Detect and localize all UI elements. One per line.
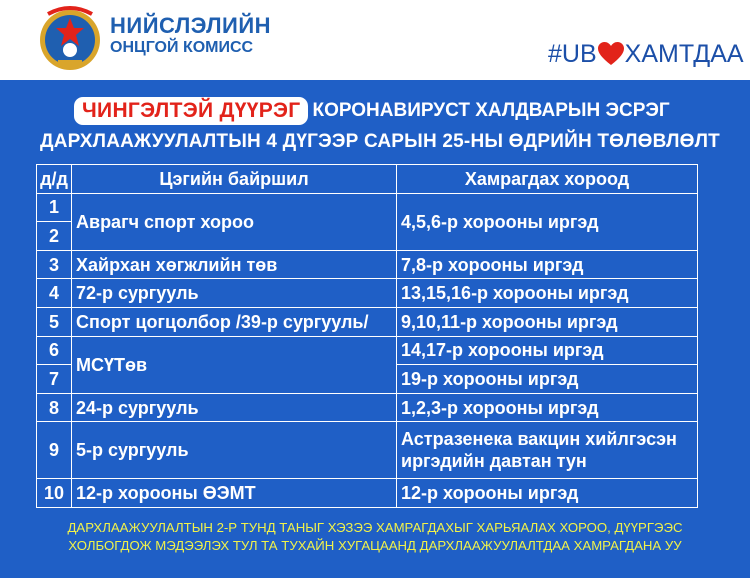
title-line-2: ДАРХЛААЖУУЛАЛТЫН 4 ДҮГЭЭР САРЫН 25-НЫ ӨДРИЙН ТӨЛӨВЛӨЛТ xyxy=(40,131,720,152)
table-row xyxy=(37,250,698,279)
row-number: 1 xyxy=(37,193,72,222)
table-row xyxy=(37,307,698,336)
row-location: 5-р сургууль xyxy=(72,422,397,479)
row-number: 7 xyxy=(37,365,72,394)
row-location: 24-р сургууль xyxy=(72,393,397,422)
row-location: 72-р сургууль xyxy=(72,279,397,308)
org-line-2: ОНЦГОЙ КОМИСС xyxy=(110,39,254,56)
row-coverage: 13,15,16-р хорооны иргэд xyxy=(397,279,698,308)
row-number: 8 xyxy=(37,393,72,422)
footer-line-2: ХОЛБОГДОЖ МЭДЭЭЛЭХ ТУЛ ТА ТУХАЙН ХУГАЦААНД ДАРХЛААЖУУЛАЛТДАА ХАМРАГДАНА УУ xyxy=(68,538,682,553)
table-row xyxy=(37,279,698,308)
hashtag-suffix: ХАМТДАА xyxy=(624,39,744,68)
row-location: Хайрхан хөгжлийн төв xyxy=(72,250,397,279)
row-coverage: Астразенека вакцин хийлгэсэн иргэдийн давтан тун xyxy=(397,422,698,479)
footer-notice xyxy=(14,519,736,555)
row-location: Спорт цогцолбор /39-р сургууль/ xyxy=(72,307,397,336)
row-location: МСҮТөв xyxy=(72,336,397,393)
table-row xyxy=(37,479,698,508)
row-location: 12-р хорооны ӨЭМТ xyxy=(72,479,397,508)
row-coverage: 12-р хорооны иргэд xyxy=(397,479,698,508)
hashtag-prefix: #UB xyxy=(548,39,597,68)
title-line-1-rest: КОРОНАВИРУСТ ХАЛДВАРЫН ЭСРЭГ xyxy=(312,100,670,121)
row-number: 4 xyxy=(37,279,72,308)
header-location: Цэгийн байршил xyxy=(72,165,397,194)
header-number: д/д xyxy=(37,165,72,194)
row-number: 5 xyxy=(37,307,72,336)
table-row xyxy=(37,422,698,479)
row-coverage: 19-р хорооны иргэд xyxy=(397,365,698,394)
row-coverage: 14,17-р хорооны иргэд xyxy=(397,336,698,365)
table-row xyxy=(37,393,698,422)
footer-line-1: ДАРХЛААЖУУЛАЛТЫН 2-Р ТУНД ТАНЫГ ХЭЗЭЭ ХАМРАГДАХЫГ ХАРЬЯАЛАХ ХОРОО, ДҮҮРГЭЭС xyxy=(67,520,683,535)
state-emblem-icon xyxy=(38,4,102,74)
hashtag-logo xyxy=(548,36,748,72)
header xyxy=(0,0,750,80)
schedule-table xyxy=(36,164,698,508)
table-row xyxy=(37,193,698,222)
org-line-1: НИЙСЛЭЛИЙН xyxy=(110,13,272,38)
district-name: ЧИНГЭЛТЭЙ ДҮҮРЭГ xyxy=(74,97,308,125)
organization-name xyxy=(110,14,271,58)
row-coverage: 1,2,3-р хорооны иргэд xyxy=(397,393,698,422)
table-row xyxy=(37,336,698,365)
row-number: 9 xyxy=(37,422,72,479)
header-coverage: Хамрагдах хороод xyxy=(397,165,698,194)
row-coverage: 4,5,6-р хорооны иргэд xyxy=(397,193,698,250)
row-coverage: 9,10,11-р хорооны иргэд xyxy=(397,307,698,336)
row-number: 10 xyxy=(37,479,72,508)
title-line-1 xyxy=(74,96,670,126)
row-number: 6 xyxy=(37,336,72,365)
row-number: 3 xyxy=(37,250,72,279)
row-number: 2 xyxy=(37,222,72,251)
heart-icon xyxy=(598,42,624,66)
row-coverage: 7,8-р хорооны иргэд xyxy=(397,250,698,279)
row-location: Аврагч спорт хороо xyxy=(72,193,397,250)
table-header-row xyxy=(37,165,698,194)
